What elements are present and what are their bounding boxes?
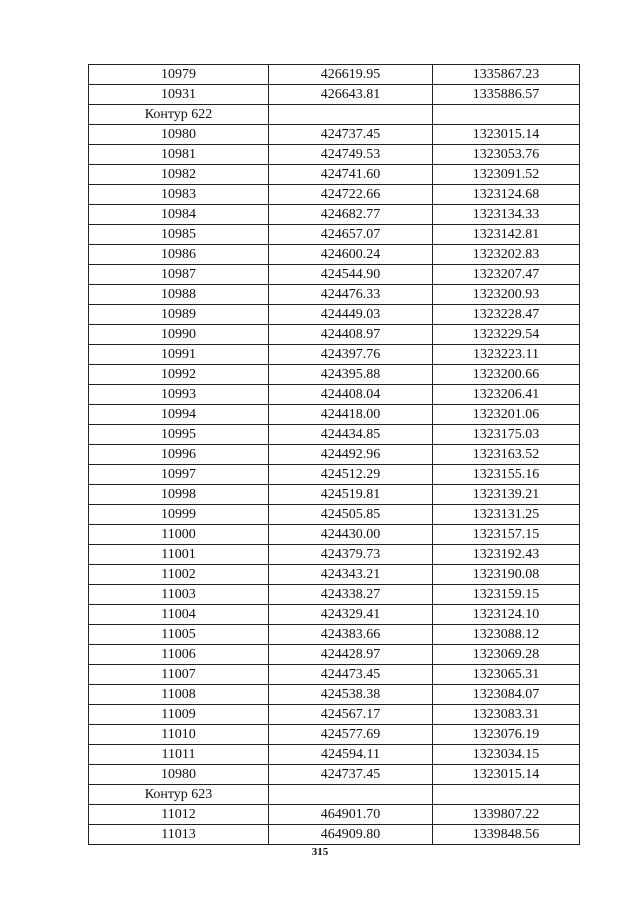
x-coordinate-cell: 424428.97	[269, 645, 433, 665]
x-coordinate-cell: 424682.77	[269, 205, 433, 225]
y-coordinate-cell	[433, 105, 580, 125]
point-number-cell: 11005	[89, 625, 269, 645]
table-row	[89, 465, 580, 485]
table-row	[89, 85, 580, 105]
y-coordinate-cell: 1323084.07	[433, 685, 580, 705]
y-coordinate-cell: 1323083.31	[433, 705, 580, 725]
y-coordinate-cell: 1323065.31	[433, 665, 580, 685]
x-coordinate-cell: 424343.21	[269, 565, 433, 585]
table-row	[89, 385, 580, 405]
x-coordinate-cell: 464901.70	[269, 805, 433, 825]
x-coordinate-cell: 424600.24	[269, 245, 433, 265]
x-coordinate-cell: 424577.69	[269, 725, 433, 745]
table-row	[89, 405, 580, 425]
table-row	[89, 145, 580, 165]
y-coordinate-cell: 1323207.47	[433, 265, 580, 285]
table-row	[89, 365, 580, 385]
point-number-cell: 11012	[89, 805, 269, 825]
point-number-cell: 10990	[89, 325, 269, 345]
y-coordinate-cell: 1323076.19	[433, 725, 580, 745]
table-row	[89, 265, 580, 285]
x-coordinate-cell: 424449.03	[269, 305, 433, 325]
table-row	[89, 205, 580, 225]
table-row	[89, 785, 580, 805]
page-number: 315	[311, 846, 329, 858]
point-number-cell: 10980	[89, 125, 269, 145]
table-row	[89, 705, 580, 725]
x-coordinate-cell: 424379.73	[269, 545, 433, 565]
table-row	[89, 665, 580, 685]
point-number-cell: 10996	[89, 445, 269, 465]
table-row	[89, 445, 580, 465]
point-number-cell: 11011	[89, 745, 269, 765]
y-coordinate-cell: 1323142.81	[433, 225, 580, 245]
x-coordinate-cell: 426643.81	[269, 85, 433, 105]
x-coordinate-cell: 424418.00	[269, 405, 433, 425]
y-coordinate-cell: 1323069.28	[433, 645, 580, 665]
y-coordinate-cell: 1339848.56	[433, 825, 580, 845]
x-coordinate-cell: 424505.85	[269, 505, 433, 525]
point-number-cell: 10989	[89, 305, 269, 325]
y-coordinate-cell: 1323228.47	[433, 305, 580, 325]
table-row	[89, 125, 580, 145]
coordinate-table-body	[89, 65, 580, 845]
y-coordinate-cell: 1323200.66	[433, 365, 580, 385]
x-coordinate-cell: 424397.76	[269, 345, 433, 365]
x-coordinate-cell: 424519.81	[269, 485, 433, 505]
table-row	[89, 425, 580, 445]
y-coordinate-cell: 1323200.93	[433, 285, 580, 305]
point-number-cell: 10987	[89, 265, 269, 285]
y-coordinate-cell: 1323202.83	[433, 245, 580, 265]
x-coordinate-cell: 464909.80	[269, 825, 433, 845]
table-row	[89, 525, 580, 545]
point-number-cell: 11010	[89, 725, 269, 745]
x-coordinate-cell: 424492.96	[269, 445, 433, 465]
y-coordinate-cell: 1323015.14	[433, 125, 580, 145]
x-coordinate-cell: 424395.88	[269, 365, 433, 385]
y-coordinate-cell: 1323223.11	[433, 345, 580, 365]
table-row	[89, 225, 580, 245]
x-coordinate-cell: 426619.95	[269, 65, 433, 85]
point-number-cell: Контур 623	[89, 785, 269, 805]
y-coordinate-cell: 1323206.41	[433, 385, 580, 405]
y-coordinate-cell: 1323159.15	[433, 585, 580, 605]
x-coordinate-cell: 424476.33	[269, 285, 433, 305]
point-number-cell: 10981	[89, 145, 269, 165]
table-row	[89, 825, 580, 845]
table-row	[89, 305, 580, 325]
x-coordinate-cell: 424722.66	[269, 185, 433, 205]
point-number-cell: 10985	[89, 225, 269, 245]
y-coordinate-cell: 1323192.43	[433, 545, 580, 565]
x-coordinate-cell: 424408.97	[269, 325, 433, 345]
point-number-cell: 10994	[89, 405, 269, 425]
y-coordinate-cell: 1323124.68	[433, 185, 580, 205]
table-row	[89, 545, 580, 565]
table-row	[89, 345, 580, 365]
table-row	[89, 565, 580, 585]
point-number-cell: 10979	[89, 65, 269, 85]
point-number-cell: 10998	[89, 485, 269, 505]
point-number-cell: 10980	[89, 765, 269, 785]
point-number-cell: 10991	[89, 345, 269, 365]
table-row	[89, 625, 580, 645]
table-row	[89, 325, 580, 345]
table-row	[89, 645, 580, 665]
y-coordinate-cell: 1323163.52	[433, 445, 580, 465]
x-coordinate-cell	[269, 105, 433, 125]
point-number-cell: 11009	[89, 705, 269, 725]
point-number-cell: 10999	[89, 505, 269, 525]
x-coordinate-cell: 424737.45	[269, 125, 433, 145]
table-row	[89, 805, 580, 825]
point-number-cell: 11006	[89, 645, 269, 665]
point-number-cell: 10983	[89, 185, 269, 205]
y-coordinate-cell: 1335886.57	[433, 85, 580, 105]
point-number-cell: 10997	[89, 465, 269, 485]
point-number-cell: Контур 622	[89, 105, 269, 125]
x-coordinate-cell: 424594.11	[269, 745, 433, 765]
point-number-cell: 10984	[89, 205, 269, 225]
point-number-cell: 11000	[89, 525, 269, 545]
x-coordinate-cell: 424408.04	[269, 385, 433, 405]
x-coordinate-cell	[269, 785, 433, 805]
x-coordinate-cell: 424538.38	[269, 685, 433, 705]
y-coordinate-cell: 1339807.22	[433, 805, 580, 825]
table-row	[89, 245, 580, 265]
table-row	[89, 765, 580, 785]
x-coordinate-cell: 424657.07	[269, 225, 433, 245]
y-coordinate-cell: 1323157.15	[433, 525, 580, 545]
table-row	[89, 485, 580, 505]
y-coordinate-cell: 1323201.06	[433, 405, 580, 425]
y-coordinate-cell: 1323053.76	[433, 145, 580, 165]
point-number-cell: 11013	[89, 825, 269, 845]
y-coordinate-cell: 1323139.21	[433, 485, 580, 505]
x-coordinate-cell: 424544.90	[269, 265, 433, 285]
x-coordinate-cell: 424737.45	[269, 765, 433, 785]
table-row	[89, 165, 580, 185]
table-row	[89, 685, 580, 705]
y-coordinate-cell: 1335867.23	[433, 65, 580, 85]
x-coordinate-cell: 424430.00	[269, 525, 433, 545]
x-coordinate-cell: 424338.27	[269, 585, 433, 605]
y-coordinate-cell: 1323034.15	[433, 745, 580, 765]
table-row	[89, 585, 580, 605]
point-number-cell: 11001	[89, 545, 269, 565]
point-number-cell: 10995	[89, 425, 269, 445]
point-number-cell: 11008	[89, 685, 269, 705]
point-number-cell: 11004	[89, 605, 269, 625]
x-coordinate-cell: 424567.17	[269, 705, 433, 725]
point-number-cell: 10931	[89, 85, 269, 105]
table-row	[89, 505, 580, 525]
point-number-cell: 11002	[89, 565, 269, 585]
table-row	[89, 105, 580, 125]
table-row	[89, 285, 580, 305]
point-number-cell: 10986	[89, 245, 269, 265]
table-row	[89, 745, 580, 765]
x-coordinate-cell: 424383.66	[269, 625, 433, 645]
point-number-cell: 10988	[89, 285, 269, 305]
y-coordinate-cell: 1323175.03	[433, 425, 580, 445]
x-coordinate-cell: 424329.41	[269, 605, 433, 625]
y-coordinate-cell: 1323190.08	[433, 565, 580, 585]
table-row	[89, 725, 580, 745]
y-coordinate-cell: 1323134.33	[433, 205, 580, 225]
y-coordinate-cell: 1323155.16	[433, 465, 580, 485]
table-row	[89, 605, 580, 625]
point-number-cell: 10992	[89, 365, 269, 385]
x-coordinate-cell: 424512.29	[269, 465, 433, 485]
point-number-cell: 11003	[89, 585, 269, 605]
point-number-cell: 11007	[89, 665, 269, 685]
x-coordinate-cell: 424434.85	[269, 425, 433, 445]
table-row	[89, 185, 580, 205]
x-coordinate-cell: 424741.60	[269, 165, 433, 185]
y-coordinate-cell: 1323015.14	[433, 765, 580, 785]
coordinate-table	[88, 64, 580, 845]
point-number-cell: 10982	[89, 165, 269, 185]
point-number-cell: 10993	[89, 385, 269, 405]
table-row	[89, 65, 580, 85]
y-coordinate-cell	[433, 785, 580, 805]
y-coordinate-cell: 1323088.12	[433, 625, 580, 645]
y-coordinate-cell: 1323124.10	[433, 605, 580, 625]
x-coordinate-cell: 424749.53	[269, 145, 433, 165]
y-coordinate-cell: 1323091.52	[433, 165, 580, 185]
y-coordinate-cell: 1323229.54	[433, 325, 580, 345]
x-coordinate-cell: 424473.45	[269, 665, 433, 685]
y-coordinate-cell: 1323131.25	[433, 505, 580, 525]
